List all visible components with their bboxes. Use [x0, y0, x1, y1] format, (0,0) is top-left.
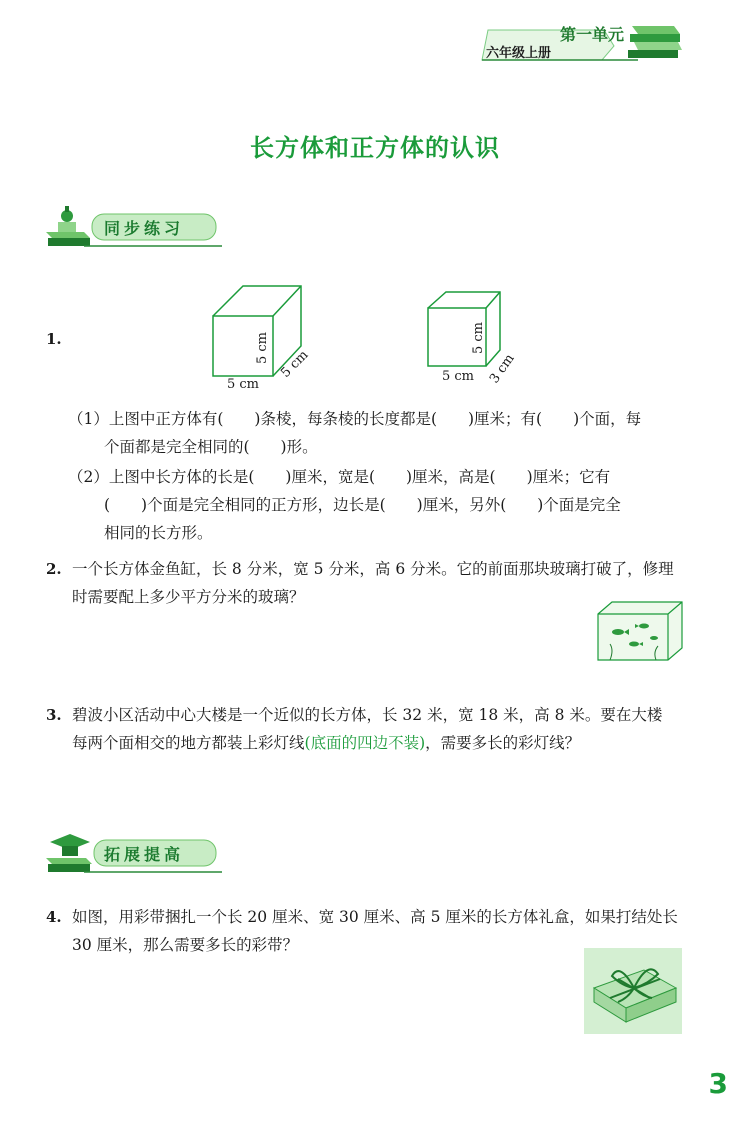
question-number-4: 4. — [46, 908, 62, 926]
grade-label: 六年级上册 — [486, 46, 552, 61]
q1-sub2-line1: （2）上图中长方体的长是( )厘米，宽是( )厘米，高是( )厘米；它有 — [68, 468, 611, 486]
q1-sub1-line2: 个面都是完全相同的( )形。 — [104, 438, 318, 456]
cuboid-figure — [420, 290, 530, 390]
section-label-extend: 拓展提高 — [104, 845, 185, 864]
page-number: 3 — [708, 1067, 728, 1100]
cube-depth-label: 5 cm — [278, 347, 312, 381]
page-title: 长方体和正方体的认识 — [250, 134, 500, 162]
cuboid-width-label: 5 cm — [441, 369, 475, 384]
question-number-2: 2. — [46, 560, 62, 578]
q3-line2-part-a: 每两个面相交的地方都装上彩灯线 — [72, 734, 305, 752]
unit-label: 第一单元 — [560, 25, 625, 44]
q3-note: (底面的四边不装) — [304, 734, 426, 752]
cube-figure — [200, 280, 340, 390]
books-stack-icon — [46, 206, 90, 246]
q3-line2-part-c: ，需要多长的彩灯线？ — [425, 734, 581, 752]
cuboid-depth-label: 3 cm — [486, 351, 518, 387]
q1-sub2-line2: ( )个面是完全相同的正方形，边长是( )厘米，另外( )个面是完全 — [104, 496, 621, 514]
cube-height-label: 5 cm — [255, 331, 270, 364]
q2-line2: 时需要配上多少平方分米的玻璃？ — [72, 588, 305, 606]
q1-sub2-line3: 相同的长方形。 — [104, 524, 213, 542]
q3-line2 — [72, 728, 580, 759]
q1-sub1-line1: （1）上图中正方体有( )条棱，每条棱的长度都是( )厘米；有( )个面，每 — [68, 410, 642, 428]
q2-line1: 一个长方体金鱼缸，长 8 分米，宽 5 分米，高 6 分米。它的前面那块玻璃打破了，修理 — [72, 560, 674, 578]
cube-width-label: 5 cm — [226, 377, 260, 390]
question-number-3: 3. — [46, 706, 62, 724]
gift-box-illustration — [584, 948, 682, 1034]
q4-line1: 如图，用彩带捆扎一个长 20 厘米、宽 30 厘米、高 5 厘米的长方体礼盒，如果打结处长 — [72, 908, 678, 926]
books-icon — [628, 26, 682, 58]
q4-line2: 30 厘米，那么需要多长的彩带？ — [72, 936, 299, 954]
cuboid-height-label: 5 cm — [471, 321, 486, 354]
fish-tank-illustration — [594, 598, 686, 664]
graduation-cap-books-icon — [46, 834, 92, 872]
question-number-1: 1. — [46, 330, 62, 348]
section-label-sync: 同步练习 — [104, 219, 185, 238]
q3-line1: 碧波小区活动中心大楼是一个近似的长方体，长 32 米，宽 18 米，高 8 米。要在大楼 — [72, 706, 663, 724]
